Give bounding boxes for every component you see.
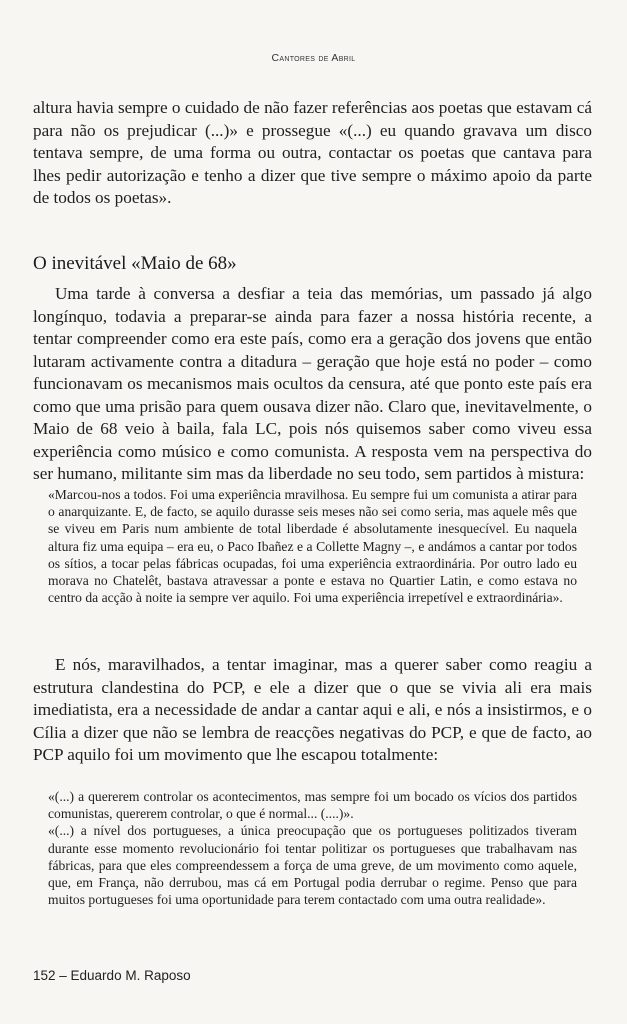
paragraph-follow-up — [33, 654, 592, 767]
paragraph-intro — [33, 283, 592, 486]
quote-text: «Marcou-nos a todos. Foi uma experiência mravilhosa. Eu sempre fui um comunista a atirar para o anarquizante. E, de facto, se aquilo durasse seis meses não sei como seria, mas aquele mês que se viveu em Paris num ambiente de total liberdade é absolutamente inesquecível. Eu naquela altura fiz uma equipa – era eu, o Paco Ibañez e a Collette Magny –, e andámos a cantar por todos os sítios, a tocar pelas fábricas ocupadas, foi uma experiência extraordinária. Por outro lado eu morava no Chatelêt, bastava atravessar a ponte e estava no Quartier Latin, e como estava no centro da acção à noite ia sempre ver aquilo. Foi uma experiência irrepetível e extraordinária». — [48, 487, 577, 606]
paragraph-continued — [33, 97, 592, 210]
quote-text: «(...) a quererem controlar os acontecimentos, mas sempre foi um bocado os vícios dos partidos comunistas, quererem controlar, o que é normal... (....)». — [48, 789, 577, 822]
block-quote-1 — [48, 486, 577, 606]
paragraph-text: Uma tarde à conversa a desfiar a teia das memórias, um passado já algo longínquo, todavia a preparar-se ainda para fazer a nossa história recente, a tentar compreender como era este país, como era a geração dos jovens que então lutaram activamente contra a ditadura – geração que hoje está no poder – como funcionavam os mecanismos mais ocultos da censura, até que ponto este país era como que uma prisão para quem ousava dizer não. Claro que, inevitavelmente, o Maio de 68 veio à baila, fala LC, pois nós quisemos saber como viveu essa experiência como músico e como comunista. A resposta vem na perspectiva do ser humano, militante sim mas da liberdade no seu todo, sem partidos à mistura: — [33, 284, 592, 483]
paragraph-text: E nós, maravilhados, a tentar imaginar, mas a querer saber como reagiu a estrutura clandestina do PCP, e ele a dizer que o que se vivia ali era mais imediatista, era a necessidade de andar a cantar aqui e ali, e nós a insistirmos, e o Cília a dizer que não se lembra de reacções negativas do PCP, e que de facto, ao PCP aquilo foi um movimento que lhe escapou totalmente: — [33, 655, 592, 764]
block-quote-2 — [48, 788, 577, 908]
page-footer: 152 – Eduardo M. Raposo — [33, 968, 191, 983]
paragraph-text: altura havia sempre o cuidado de não fazer referências aos poetas que estavam cá para não os prejudicar (...)» e prossegue «(...) eu quando gravava um disco tentava sempre, de uma forma ou outra, contactar os poetas que cantava para lhes pedir autorização e tenho a dizer que tive sempre o máximo apoio da parte de todos os poetas». — [33, 98, 592, 207]
running-head: Cantores de Abril — [271, 52, 356, 64]
quote-text: «(...) a nível dos portugueses, a única preocupação que os portugueses politizados tiveram durante esse momento revolucionário foi tentar politizar os portugueses que trabalhavam nas fábricas, para que eles compreendessem a força de uma greve, de um movimento como aquele, que, em França, não derrubou, mas cá em Portugal podia derrubar o regime. Penso que para muitos portugueses foi uma oportunidade para terem contactado com uma outra realidade». — [48, 823, 577, 908]
section-heading: O inevitável «Maio de 68» — [33, 253, 237, 274]
